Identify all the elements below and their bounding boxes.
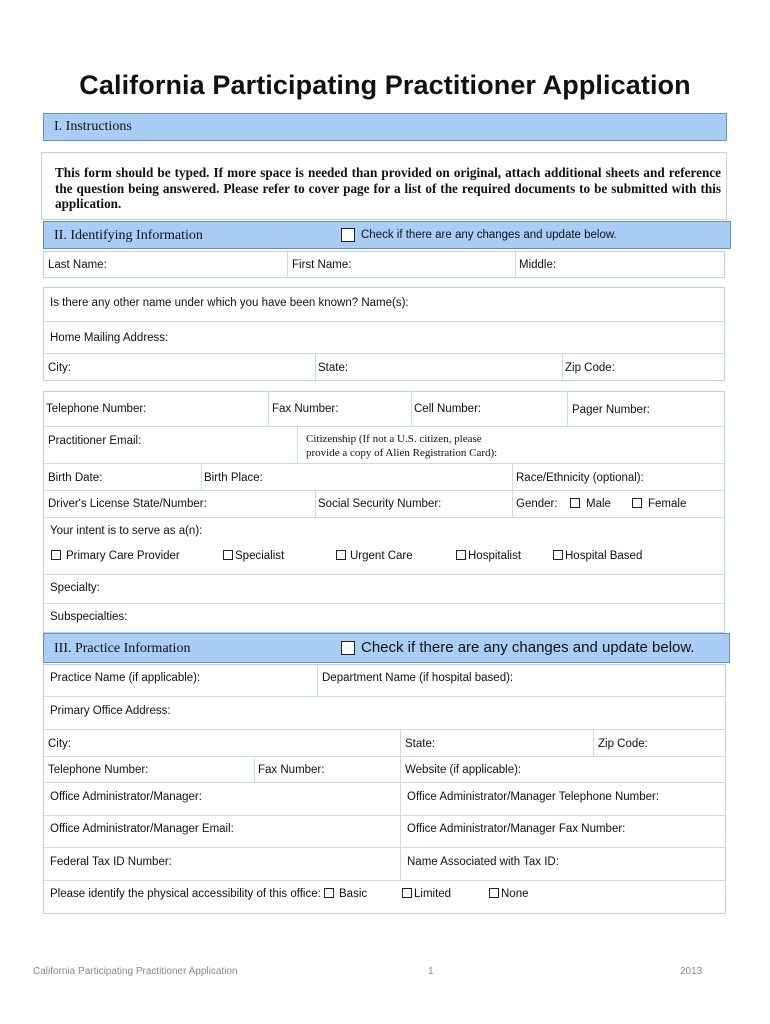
practice-city-field[interactable]: City: (48, 738, 71, 750)
section-label: III. Practice Information (54, 641, 191, 656)
tax-id-field[interactable]: Federal Tax ID Number: (50, 856, 172, 868)
accessibility-option-label: Basic (339, 888, 368, 900)
practice-fax-field[interactable]: Fax Number: (258, 764, 325, 776)
admin-email-field[interactable]: Office Administrator/Manager Email: (50, 823, 234, 835)
primary-care-checkbox[interactable] (51, 550, 61, 560)
section-header-practice (43, 633, 730, 663)
section-label: II. Identifying Information (54, 228, 203, 243)
section-label: I. Instructions (54, 119, 132, 134)
zip-field[interactable]: Zip Code: (565, 362, 615, 374)
intent-option-label: Urgent Care (350, 550, 413, 562)
other-name-field[interactable]: Is there any other name under which you have been known? Name(s): (50, 297, 409, 309)
male-checkbox[interactable] (570, 498, 580, 508)
pager-field[interactable]: Pager Number: (572, 404, 650, 416)
last-name-field[interactable]: Last Name: (48, 259, 107, 271)
practice-telephone-field[interactable]: Telephone Number: (48, 764, 149, 776)
intent-option-label: Hospitalist (468, 550, 522, 562)
gender-label: Gender: (516, 498, 558, 510)
intent-option-label: Specialist (235, 550, 285, 562)
contact-block (43, 391, 725, 633)
female-label: Female (648, 498, 687, 510)
admin-fax-field[interactable]: Office Administrator/Manager Fax Number: (407, 823, 626, 835)
changes-check-label: Check if there are any changes and update below. (361, 639, 695, 656)
intent-option-label: Primary Care Provider (66, 550, 180, 562)
citizenship-label-1[interactable]: Citizenship (If not a U.S. citizen, please (306, 433, 482, 445)
cell-field[interactable]: Cell Number: (414, 403, 482, 415)
specialist-checkbox[interactable] (223, 550, 233, 560)
footer-year: 2013 (680, 966, 703, 977)
website-field[interactable]: Website (if applicable): (405, 764, 522, 776)
specialty-field[interactable]: Specialty: (50, 582, 100, 594)
birth-date-field[interactable]: Birth Date: (48, 472, 103, 484)
footer-page-number: 1 (428, 966, 434, 977)
subspecialties-field[interactable]: Subspecialties: (50, 611, 128, 623)
intent-option-label: Hospital Based (565, 550, 643, 562)
section-header-identifying (43, 221, 731, 249)
license-field[interactable]: Driver's License State/Number: (48, 498, 207, 510)
limited-checkbox[interactable] (402, 888, 412, 898)
practice-block (43, 664, 726, 914)
basic-checkbox[interactable] (324, 888, 334, 898)
instructions-text: This form should be typed. If more space is needed than provided on original, attach additional sheets and reference the question being answered. Please refer to cover page for a list of the required documents to be submitted with this application. (55, 165, 721, 211)
race-field[interactable]: Race/Ethnicity (optional): (516, 472, 644, 484)
middle-name-field[interactable]: Middle: (519, 259, 557, 271)
hospital-based-checkbox[interactable] (553, 550, 563, 560)
changes-check-label: Check if there are any changes and update below. (361, 229, 617, 241)
citizenship-label-2: provide a copy of Alien Registration Card): (306, 447, 498, 459)
hospitalist-checkbox[interactable] (456, 550, 466, 560)
email-field[interactable]: Practitioner Email: (48, 435, 142, 447)
city-field[interactable]: City: (48, 362, 71, 374)
footer-title: California Participating Practitioner Application (33, 966, 238, 977)
practice-zip-field[interactable]: Zip Code: (598, 738, 648, 750)
instructions-box (41, 152, 727, 220)
practice-state-field[interactable]: State: (405, 738, 436, 750)
home-address-field[interactable]: Home Mailing Address: (50, 332, 169, 344)
section-header-instructions (43, 113, 727, 141)
state-field[interactable]: State: (318, 362, 349, 374)
admin-field[interactable]: Office Administrator/Manager: (50, 791, 202, 803)
male-label: Male (586, 498, 611, 510)
changes-checkbox[interactable] (341, 641, 355, 655)
primary-address-field[interactable]: Primary Office Address: (50, 705, 171, 717)
accessibility-label: Please identify the physical accessibility of this office: (50, 888, 321, 900)
urgent-care-checkbox[interactable] (336, 550, 346, 560)
accessibility-option-label: Limited (414, 888, 452, 900)
birth-place-field[interactable]: Birth Place: (204, 472, 263, 484)
intent-label: Your intent is to serve as a(n): (50, 525, 203, 537)
changes-checkbox[interactable] (341, 228, 355, 242)
ssn-field[interactable]: Social Security Number: (318, 498, 442, 510)
telephone-field[interactable]: Telephone Number: (46, 403, 147, 415)
name-row (43, 251, 725, 278)
female-checkbox[interactable] (632, 498, 642, 508)
fax-field[interactable]: Fax Number: (272, 403, 339, 415)
admin-phone-field[interactable]: Office Administrator/Manager Telephone Number: (407, 791, 660, 803)
accessibility-option-label: None (501, 888, 529, 900)
page-title: California Participating Practitioner Application (79, 70, 691, 100)
none-checkbox[interactable] (489, 888, 499, 898)
first-name-field[interactable]: First Name: (292, 259, 352, 271)
practice-name-field[interactable]: Practice Name (if applicable): (50, 672, 201, 684)
tax-name-field[interactable]: Name Associated with Tax ID: (407, 856, 559, 868)
department-field[interactable]: Department Name (if hospital based): (322, 672, 514, 684)
